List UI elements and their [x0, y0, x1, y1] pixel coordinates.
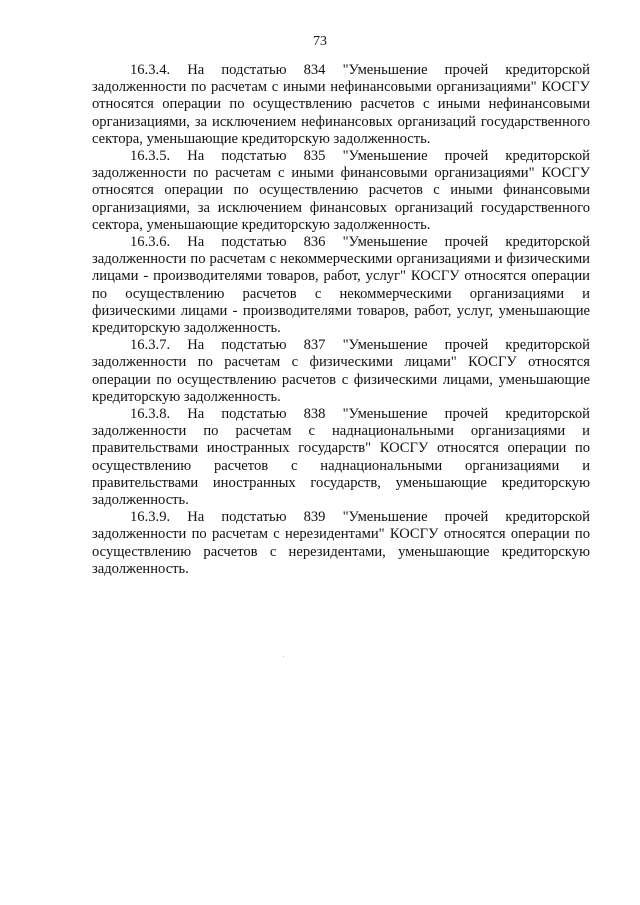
- paragraph-number: 16.3.5.: [130, 148, 171, 165]
- paragraph-number: 16.3.8.: [130, 406, 171, 423]
- paragraph-16-3-7: [92, 337, 590, 406]
- paragraph-text: На подстатью 836 "Уменьшение прочей кредиторской задолженности по расчетам с некоммерческими организациями и физическими лицами - производителями товаров, работ, услуг" КОСГУ относятся операции по осуществлению расчетов с некоммерческими организациями и физическими лицами - производителями товаров, работ, услуг, уменьшающие кредиторскую задолженность.: [92, 234, 590, 337]
- page-number: 73: [313, 34, 327, 49]
- paragraph-16-3-9: [92, 509, 590, 578]
- paragraph-number: 16.3.7.: [130, 337, 171, 354]
- scan-speck: [283, 656, 284, 657]
- paragraph-16-3-8: [92, 406, 590, 509]
- paragraph-text: На подстатью 835 "Уменьшение прочей кредиторской задолженности по расчетам с иными финансовыми организациями" КОСГУ относятся операции по осуществлению расчетов с иными финансовыми организациями, за исключением финансовых организаций государственного сектора, уменьшающие кредиторскую задолженность.: [92, 148, 590, 233]
- paragraph-text: На подстатью 839 "Уменьшение прочей кредиторской задолженности по расчетам с нерезидентами" КОСГУ относятся операции по осуществлению расчетов с нерезидентами, уменьшающие кредиторскую задолженность.: [92, 509, 590, 577]
- paragraph-number: 16.3.9.: [130, 509, 171, 526]
- paragraph-text: На подстатью 838 "Уменьшение прочей кредиторской задолженности по расчетам с наднациональными организациями и правительствами иностранных государств" КОСГУ относятся операции по осуществлению расчетов с наднациональными организациями и правительствами иностранных государств, уменьшающие кредиторскую задолженность.: [92, 406, 590, 509]
- paragraph-16-3-6: [92, 234, 590, 337]
- document-body: [92, 62, 590, 578]
- paragraph-number: 16.3.4.: [130, 62, 171, 78]
- paragraph-16-3-4: [92, 62, 590, 148]
- paragraph-number: 16.3.6.: [130, 234, 171, 251]
- paragraph-16-3-5: [92, 148, 590, 234]
- paragraph-text: На подстатью 837 "Уменьшение прочей кредиторской задолженности по расчетам с физическими лицами" КОСГУ относятся операции по осуществлению расчетов с физическими лицами, уменьшающие кредиторскую задолженность.: [92, 337, 590, 405]
- paragraph-text: На подстатью 834 "Уменьшение прочей кредиторской задолженности по расчетам с иными нефинансовыми организациями" КОСГУ относятся операции по осуществлению расчетов с иными нефинансовыми организациями, за исключением нефинансовых организаций государственного сектора, уменьшающие кредиторскую задолженность.: [92, 62, 590, 147]
